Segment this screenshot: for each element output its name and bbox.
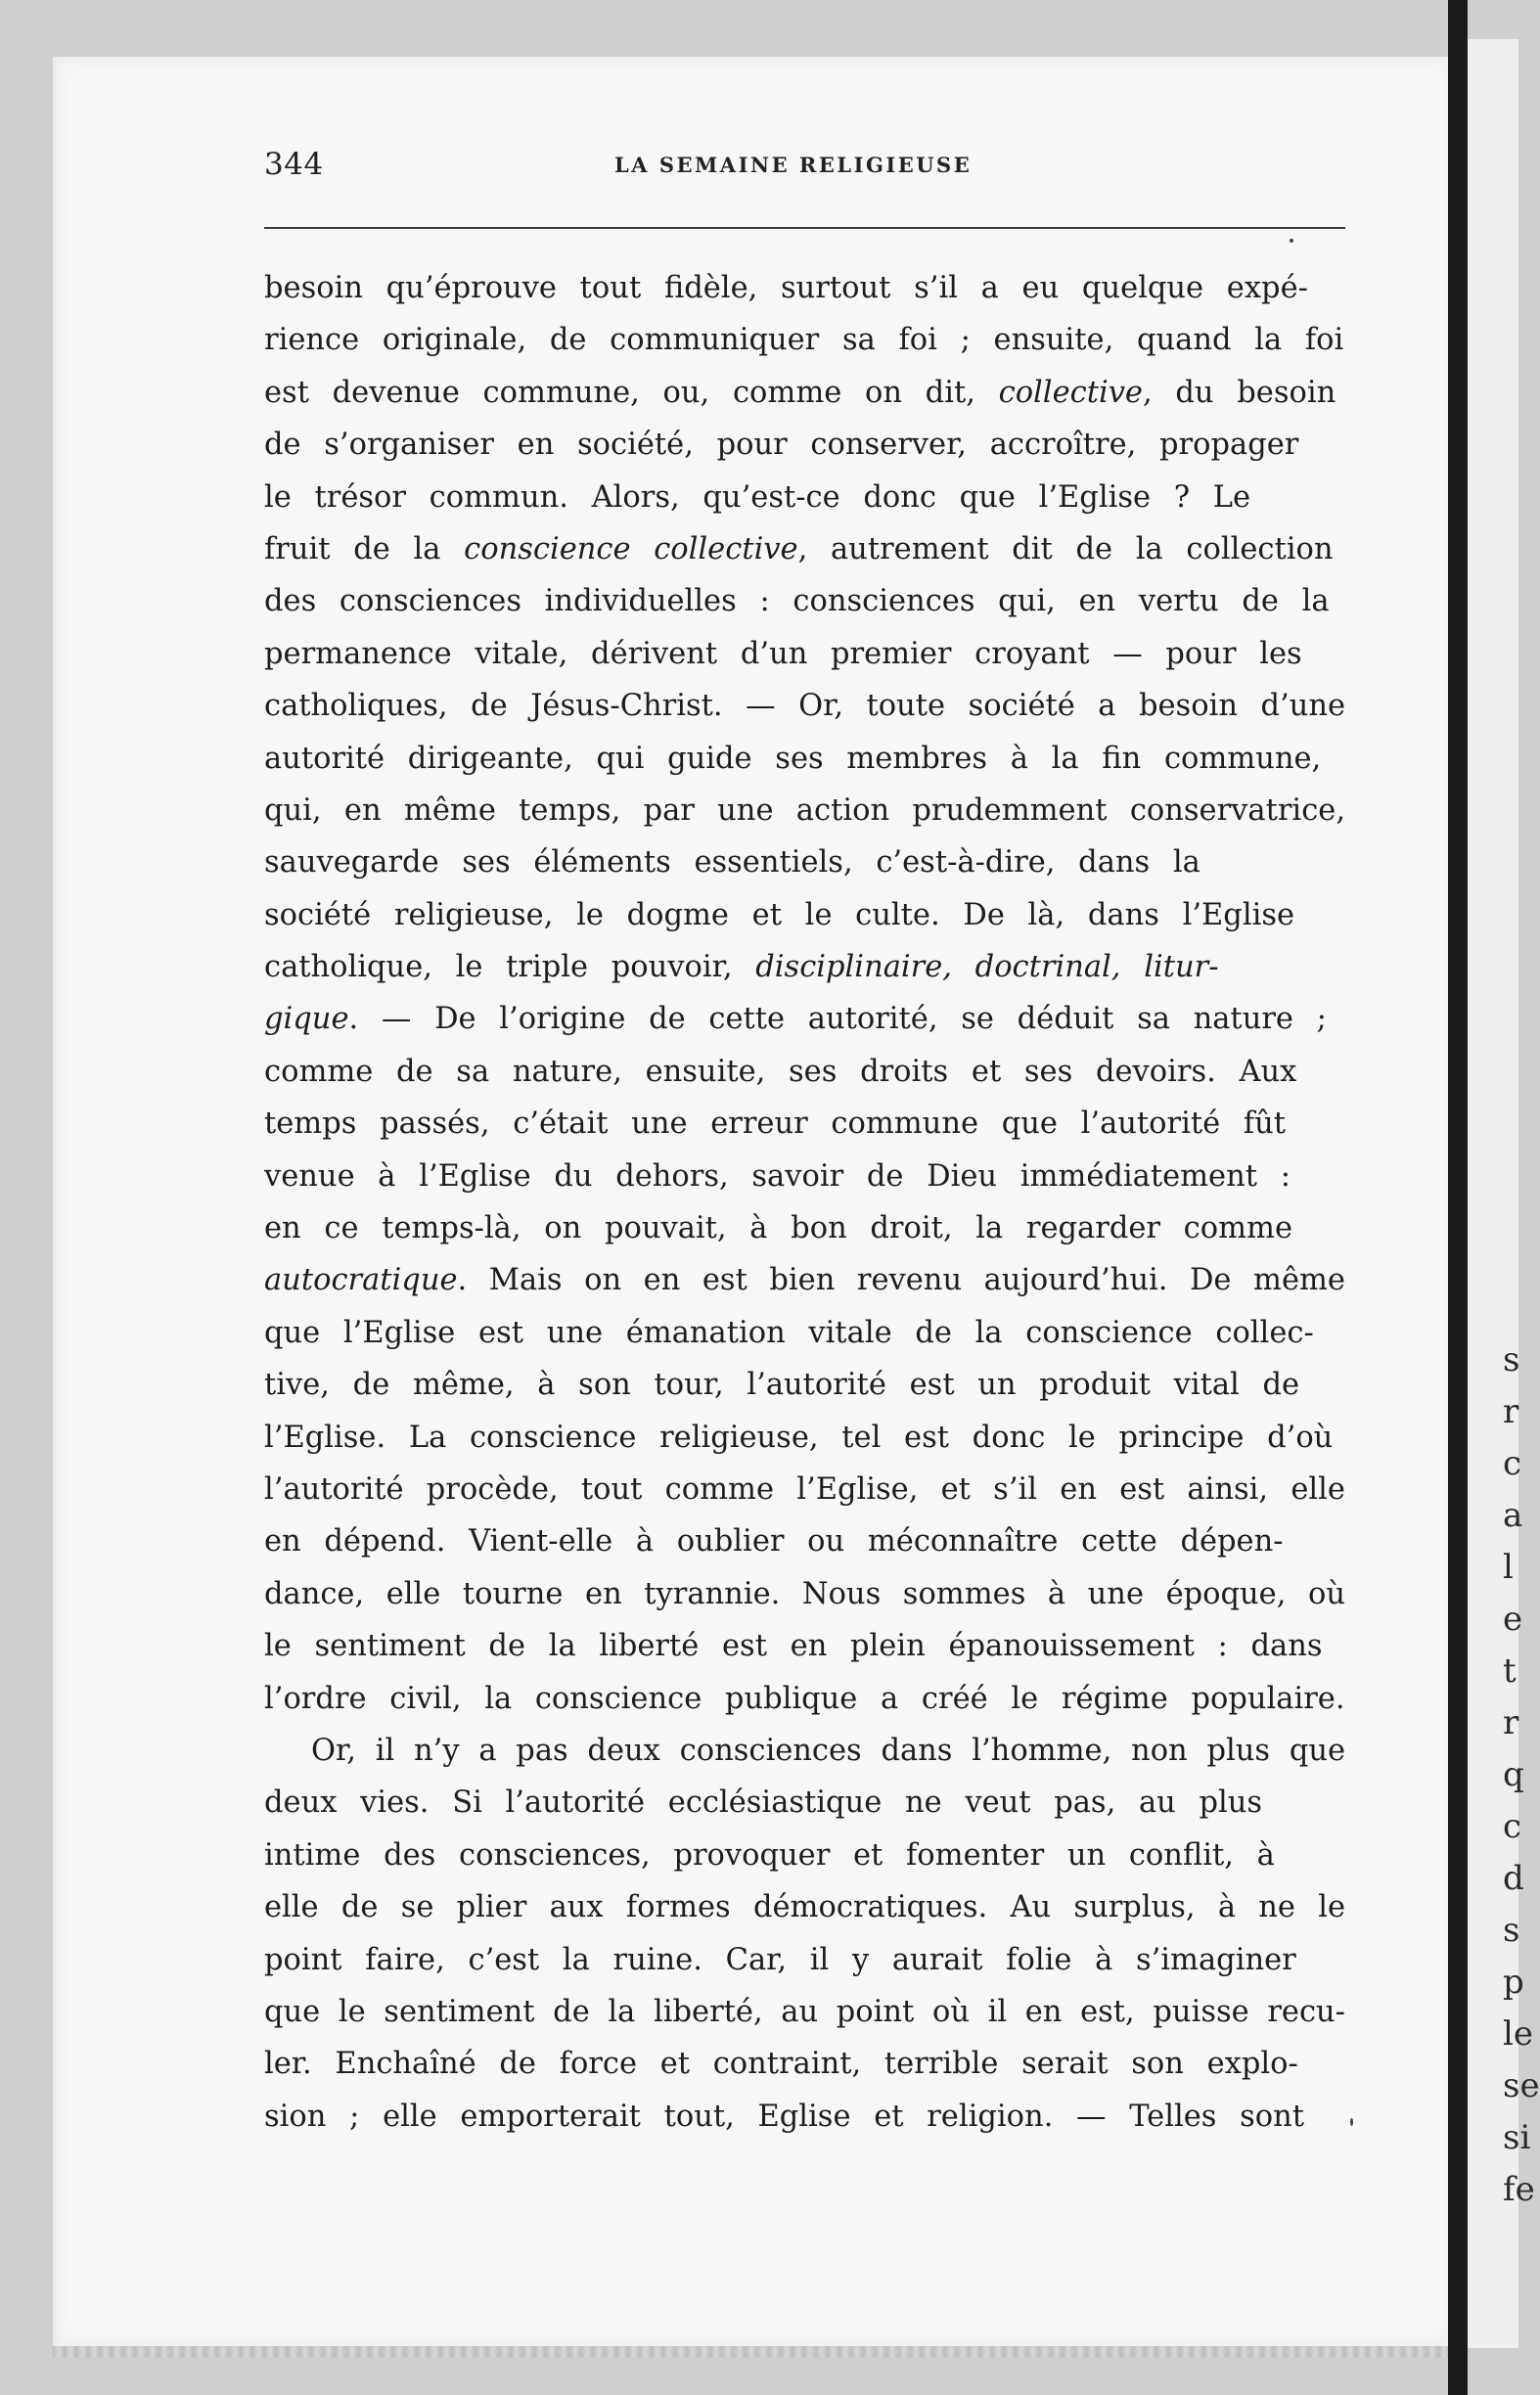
- facing-page-fragment: c: [1503, 1807, 1522, 1846]
- text-run: l’ordre civil, la conscience publique a créé le régime populaire.: [264, 1681, 1345, 1716]
- text-run: en dépend. Vient-elle à oublier ou méconnaître cette dépen-: [264, 1524, 1284, 1559]
- text-line: [264, 523, 1365, 575]
- text-run: fruit de la: [264, 531, 465, 566]
- running-head: [264, 147, 1345, 194]
- text-line: [264, 262, 1365, 314]
- facing-page-fragment: e: [1503, 1600, 1523, 1639]
- facing-page-fragment: se: [1503, 2066, 1540, 2105]
- text-run: venue à l’Eglise du dehors, savoir de Dieu immédiatement :: [264, 1158, 1291, 1194]
- facing-page-fragment: d: [1503, 1859, 1524, 1898]
- text-line: [264, 1777, 1365, 1829]
- text-run: catholiques, de Jésus-Christ. — Or, toute société a besoin d’une: [264, 689, 1346, 724]
- text-line: [264, 628, 1365, 680]
- text-run: est devenue commune, ou, comme on dit,: [264, 375, 999, 410]
- facing-page-fragment: c: [1503, 1444, 1522, 1483]
- text-run: qui, en même temps, par une action prudemment conservatrice,: [264, 792, 1346, 828]
- text-line: [264, 1725, 1365, 1777]
- text-run: le trésor commun. Alors, qu’est-ce donc que l’Eglise ? Le: [264, 479, 1251, 515]
- text-line: [264, 836, 1365, 888]
- text-line: [264, 889, 1365, 941]
- facing-page-fragment: t: [1503, 1651, 1517, 1691]
- text-line: [264, 2091, 1365, 2143]
- running-title: LA SEMAINE RELIGIEUSE: [614, 153, 973, 177]
- text-run: comme de sa nature, ensuite, ses droits et ses devoirs. Aux: [264, 1054, 1297, 1089]
- text-run: Or, il n’y a pas deux consciences dans l’homme, non plus que: [311, 1733, 1346, 1768]
- italic-phrase: collective: [998, 375, 1143, 410]
- text-run: besoin qu’éprouve tout fidèle, surtout s’il a eu quelque expé-: [264, 271, 1308, 305]
- italic-phrase: conscience collective: [464, 531, 798, 566]
- text-run: point faire, c’est la ruine. Car, il y aurait folie à s’imaginer: [264, 1942, 1296, 1977]
- body-text: [264, 262, 1365, 2143]
- facing-page-fragment: r: [1503, 1392, 1519, 1431]
- text-line: [264, 1098, 1365, 1150]
- text-line: [264, 367, 1365, 419]
- text-line: [264, 1568, 1365, 1620]
- text-line: [264, 1151, 1365, 1202]
- text-line: [264, 575, 1365, 627]
- text-line: [264, 993, 1365, 1045]
- text-run: le sentiment de la liberté est en plein épanouissement : dans: [264, 1629, 1323, 1664]
- text-line: [264, 785, 1365, 836]
- text-run: de s’organiser en société, pour conserver, accroître, propager: [264, 428, 1299, 463]
- text-run: que l’Eglise est une émanation vitale de la conscience collec-: [264, 1315, 1314, 1350]
- text-line: [264, 1202, 1365, 1254]
- text-line: [264, 1254, 1365, 1306]
- text-line: [264, 1986, 1365, 2038]
- text-run: autorité dirigeante, qui guide ses membres à la fin commune,: [264, 741, 1322, 776]
- ink-speck: [1290, 239, 1293, 243]
- text-run: sauvegarde ses éléments essentiels, c’est-à-dire, dans la: [264, 845, 1200, 881]
- facing-page-fragment: p: [1503, 1963, 1524, 2002]
- facing-page-fragment: s: [1503, 1340, 1520, 1379]
- text-line: [264, 472, 1365, 523]
- text-line: [264, 419, 1365, 471]
- page-number: 344: [264, 147, 324, 182]
- text-line: [264, 1359, 1365, 1411]
- text-run: intime des consciences, provoquer et fomenter un conflit, à: [264, 1837, 1275, 1873]
- text-line: [264, 1515, 1365, 1567]
- text-line: [264, 1934, 1365, 1986]
- text-run: , autrement dit de la collection: [797, 531, 1334, 566]
- text-line: [264, 1412, 1365, 1464]
- text-run: l’autorité procède, tout comme l’Eglise, et s’il en est ainsi, elle: [264, 1471, 1345, 1507]
- text-run: , du besoin: [1143, 375, 1336, 410]
- page-stack-edge: [53, 2346, 1448, 2358]
- facing-page-fragment: s: [1503, 1911, 1520, 1950]
- facing-page-fragment: le: [1503, 2014, 1533, 2054]
- text-line: [264, 733, 1365, 785]
- text-line: [264, 1620, 1365, 1672]
- text-line: [264, 1830, 1365, 1881]
- facing-page-fragment: si: [1503, 2118, 1531, 2157]
- facing-page-fragment: a: [1503, 1496, 1523, 1535]
- text-run: ler. Enchaîné de force et contraint, terrible serait son explo-: [264, 2047, 1298, 2082]
- text-line: [264, 1046, 1365, 1098]
- text-run: temps passés, c’était une erreur commune que l’autorité fût: [264, 1107, 1287, 1142]
- text-run: catholique, le triple pouvoir,: [264, 950, 756, 985]
- italic-phrase: disciplinaire, doctrinal, litur-: [755, 950, 1219, 985]
- ink-speck: [1350, 2118, 1353, 2126]
- facing-page-fragment: fe: [1503, 2170, 1535, 2209]
- text-line: [264, 314, 1365, 366]
- text-line: [264, 1673, 1365, 1725]
- text-run: sion ; elle emporterait tout, Eglise et religion. — Telles sont: [264, 2099, 1305, 2134]
- facing-page-edge: [1468, 39, 1540, 2348]
- facing-page-fragment: q: [1503, 1755, 1524, 1794]
- header-rule: [264, 227, 1345, 229]
- text-run: société religieuse, le dogme et le culte. De là, dans l’Eglise: [264, 897, 1295, 932]
- text-run: deux vies. Si l’autorité ecclésiastique ne veut pas, au plus: [264, 1785, 1263, 1821]
- text-line: [264, 1464, 1365, 1515]
- book-gutter: [1448, 0, 1468, 2395]
- text-run: dance, elle tourne en tyrannie. Nous sommes à une époque, où: [264, 1576, 1345, 1611]
- text-run: en ce temps-là, on pouvait, à bon droit, la regarder comme: [264, 1211, 1293, 1246]
- text-run: rience originale, de communiquer sa foi ; ensuite, quand la foi: [264, 323, 1344, 358]
- text-line: [264, 1307, 1365, 1359]
- facing-page-fragment: l: [1503, 1548, 1514, 1587]
- italic-phrase: autocratique: [264, 1263, 458, 1298]
- text-line: [264, 2038, 1365, 2090]
- text-line: [264, 941, 1365, 993]
- italic-phrase: gique: [264, 1002, 349, 1037]
- text-line: [264, 1881, 1365, 1933]
- text-run: elle de se plier aux formes démocratiques. Au surplus, à ne le: [264, 1890, 1346, 1925]
- text-run: tive, de même, à son tour, l’autorité est un produit vital de: [264, 1368, 1300, 1403]
- text-run: . Mais on en est bien revenu aujourd’hui. De même: [457, 1263, 1345, 1298]
- text-run: des consciences individuelles : consciences qui, en vertu de la: [264, 584, 1330, 619]
- text-line: [264, 680, 1365, 732]
- text-run: . — De l’origine de cette autorité, se déduit sa nature ;: [348, 1002, 1327, 1037]
- text-run: que le sentiment de la liberté, au point où il en est, puisse recu-: [264, 1994, 1345, 2029]
- facing-page-fragment: r: [1503, 1703, 1519, 1742]
- text-run: l’Eglise. La conscience religieuse, tel est donc le principe d’où: [264, 1420, 1334, 1455]
- text-run: permanence vitale, dérivent d’un premier croyant — pour les: [264, 636, 1302, 671]
